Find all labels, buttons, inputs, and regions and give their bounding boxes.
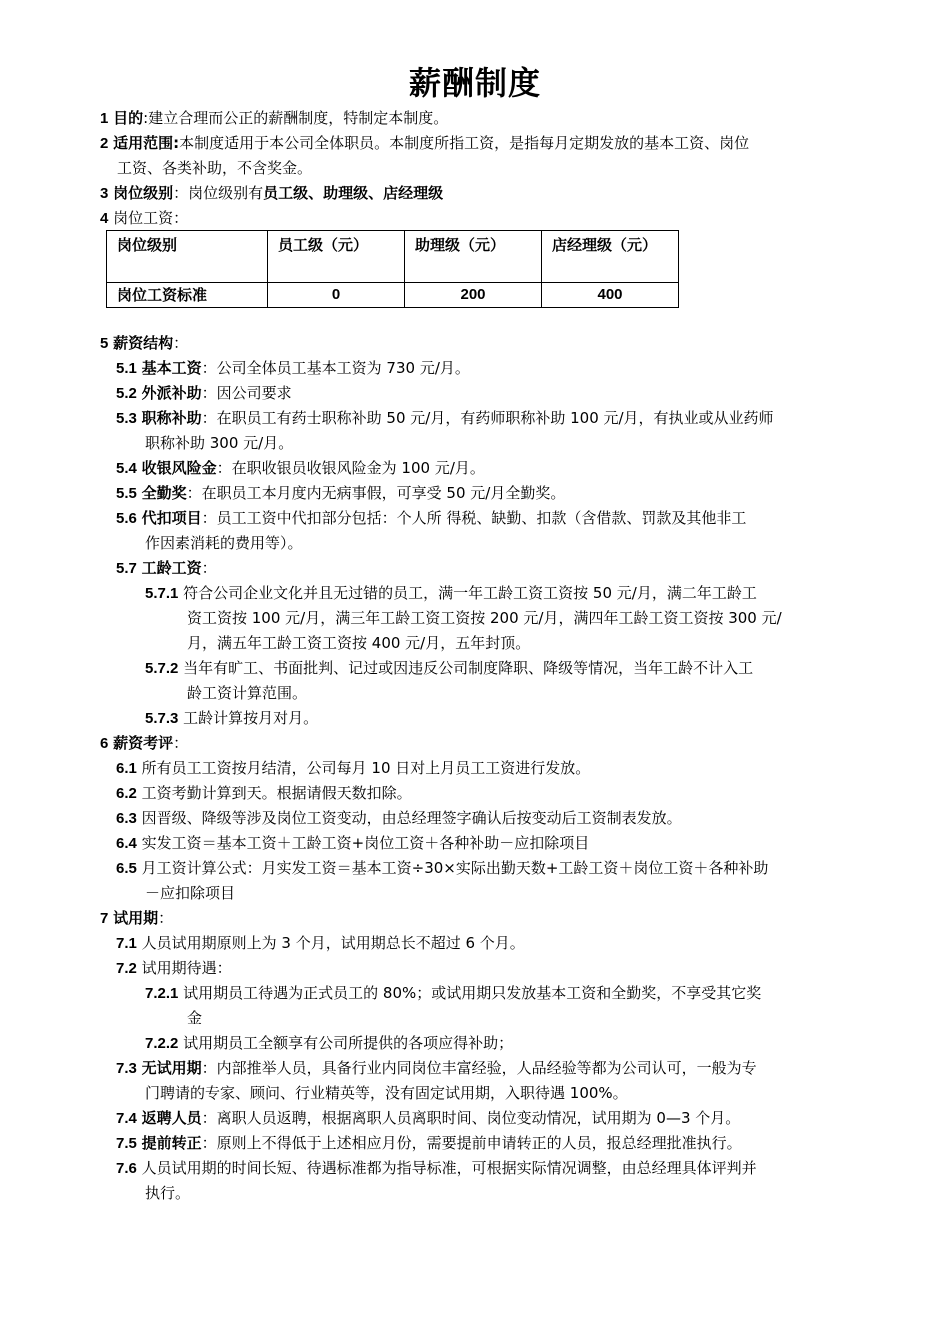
section-number: 7 [100,910,109,927]
section-1 [100,106,448,131]
item-5-2 [116,381,292,406]
section-colon: ： [158,909,174,927]
item-text: 月工资计算公式：月实发工资＝基本工资÷30×实际出勤天数+工龄工资＋岗位工资＋各种补助 [141,859,769,877]
document-title: 薪酬制度 [408,64,541,102]
table-row [107,283,679,308]
item-text: 所有员工工资按月结清，公司每月 10 日对上月员工工资进行发放。 [141,759,591,777]
item-7-6 [116,1156,757,1181]
section-text: 本制度适用于本公司全体职员。本制度所指工资，是指每月定期发放的基本工资、岗位 [179,134,750,152]
item-number: 7.5 [116,1135,137,1152]
item-5-1 [116,356,470,381]
item-text: ： [201,559,217,577]
item-5-7-3 [145,706,318,731]
item-5-4 [116,456,485,481]
item-number: 6.5 [116,860,137,877]
section-label: 薪资考评 [113,734,174,752]
table-cell: 400 [542,283,679,308]
item-7-1 [116,931,525,956]
item-number: 5.1 [116,360,137,377]
table-header-cell: 员工级（元） [268,231,405,283]
item-label: 工龄工资 [141,559,202,577]
section-5-heading [100,331,188,356]
item-5-5 [116,481,565,506]
item-number: 6.3 [116,810,137,827]
item-text: 人员试用期的时间长短、待遇标准都为指导标准，可根据实际情况调整，由总经理具体评判并 [141,1159,757,1177]
item-number: 5.2 [116,385,137,402]
item-number: 5.6 [116,510,137,527]
item-number: 6.1 [116,760,137,777]
section-2-cont: 工资、各类补助，不含奖金。 [117,159,313,177]
table-header-cell: 岗位级别 [107,231,268,283]
item-text: 实发工资＝基本工资＋工龄工资+岗位工资＋各种补助－应扣除项目 [141,834,590,852]
item-text: ：原则上不得低于上述相应月份，需要提前申请转正的人员，报总经理批准执行。 [201,1134,742,1152]
item-number: 5.7.2 [145,660,179,677]
item-7-2-2 [145,1031,513,1056]
item-text: 试用期员工待遇为正式员工的 80%；或试用期只发放基本工资和全勤奖，不享受其它奖 [183,984,762,1002]
item-text: ：公司全体员工基本工资为 730 元/月。 [201,359,470,377]
item-7-4 [116,1106,740,1131]
section-4 [100,206,188,231]
section-number: 6 [100,735,109,752]
item-number: 5.7.3 [145,710,179,727]
item-label: 收银风险金 [141,459,217,477]
item-5-7-2 [145,656,753,681]
section-label: 适用范围: [113,134,180,152]
item-text: 符合公司企业文化并且无过错的员工，满一年工龄工资工资按 50 元/月，满二年工龄工 [183,584,757,602]
item-5-7 [116,556,217,581]
item-number: 7.2.2 [145,1035,179,1052]
section-number: 2 [100,135,109,152]
item-6-3 [116,806,682,831]
section-label: 薪资结构 [113,334,174,352]
section-number: 3 [100,185,109,202]
item-number: 6.2 [116,785,137,802]
section-number: 1 [100,110,109,127]
item-text: 因晋级、降级等涉及岗位工资变动，由总经理签字确认后按变动后工资制表发放。 [141,809,682,827]
item-text: 工龄计算按月对月。 [183,709,319,727]
table-cell: 0 [268,283,405,308]
item-number: 5.3 [116,410,137,427]
section-7-heading [100,906,173,931]
item-6-1 [116,756,590,781]
section-label: 岗位级别 [113,184,174,202]
item-label: 职称补助 [141,409,202,427]
item-7-2 [116,956,232,981]
item-number: 5.7.1 [145,585,179,602]
section-text: ：岗位级别有 [173,184,264,202]
item-7-2-1 [145,981,761,1006]
salary-table [106,230,679,308]
item-label: 提前转正 [141,1134,202,1152]
section-colon: ： [173,734,189,752]
item-text: ：在职员工有药士职称补助 50 元/月，有药师职称补助 100 元/月，有执业或从业药师 [201,409,774,427]
item-number: 7.6 [116,1160,137,1177]
item-number: 7.3 [116,1060,137,1077]
item-5-7-1-cont: 月，满五年工龄工资工资按 400 元/月，五年封顶。 [187,634,531,652]
item-6-5-cont: －应扣除项目 [145,884,236,902]
item-7-6-cont: 执行。 [145,1184,191,1202]
section-3 [100,181,443,206]
section-label: 试用期 [113,909,159,927]
item-label: 代扣项目 [141,509,202,527]
item-number: 5.5 [116,485,137,502]
item-text: ：内部推举人员，具备行业内同岗位丰富经验，人品经验等都为公司认可，一般为专 [201,1059,757,1077]
section-label: 目的 [113,109,144,127]
item-label: 全勤奖 [141,484,187,502]
item-label: 外派补助 [141,384,202,402]
item-7-5 [116,1131,742,1156]
table-row-label: 岗位工资标准 [107,283,268,308]
item-number: 7.4 [116,1110,137,1127]
item-number: 5.4 [116,460,137,477]
item-text: 人员试用期原则上为 3 个月，试用期总长不超过 6 个月。 [141,934,525,952]
item-6-5 [116,856,768,881]
item-5-3 [116,406,774,431]
section-text: 岗位工资： [113,209,189,227]
item-label: 无试用期 [141,1059,202,1077]
section-6-heading [100,731,188,756]
item-5-6-cont: 作因素消耗的费用等）。 [145,534,303,552]
item-label: 返聘人员 [141,1109,202,1127]
item-text: ：离职人员返聘，根据离职人员离职时间、岗位变动情况，试用期为 0—3 个月。 [201,1109,741,1127]
table-header-row [107,231,679,283]
item-number: 7.2 [116,960,137,977]
table-cell: 200 [405,283,542,308]
item-text: 试用期员工全额享有公司所提供的各项应得补助； [183,1034,514,1052]
item-number: 5.7 [116,560,137,577]
item-text: ：在职收银员收银风险金为 100 元/月。 [216,459,485,477]
section-number: 4 [100,210,109,227]
item-6-2 [116,781,412,806]
section-bold-text: 员工级、助理级、店经理级 [263,184,444,202]
item-text: 当年有旷工、书面批判、记过或因违反公司制度降职、降级等情况，当年工龄不计入工 [183,659,754,677]
item-7-3-cont: 门聘请的专家、顾问、行业精英等，没有固定试用期，入职待遇 100%。 [145,1084,628,1102]
item-text: 工资考勤计算到天。根据请假天数扣除。 [141,784,412,802]
item-number: 7.2.1 [145,985,179,1002]
section-number: 5 [100,335,109,352]
section-colon: ： [173,334,189,352]
item-5-6 [116,506,746,531]
item-text: 试用期待遇： [141,959,232,977]
item-label: 基本工资 [141,359,202,377]
item-text: ：员工工资中代扣部分包括：个人所 得税、缺勤、扣款（含借款、罚款及其他非工 [201,509,747,527]
section-text: :建立合理而公正的薪酬制度，特制定本制度。 [143,109,449,127]
item-text: ：因公司要求 [201,384,292,402]
item-5-3-cont: 职称补助 300 元/月。 [145,434,294,452]
item-5-7-2-cont: 龄工资计算范围。 [187,684,308,702]
table-header-cell: 助理级（元） [405,231,542,283]
item-number: 7.1 [116,935,137,952]
table-header-cell: 店经理级（元） [542,231,679,283]
item-7-3 [116,1056,757,1081]
item-5-7-1-cont: 资工资按 100 元/月，满三年工龄工资工资按 200 元/月，满四年工龄工资工资按 300 元/ [187,609,782,627]
item-6-4 [116,831,589,856]
section-2 [100,131,749,156]
item-number: 6.4 [116,835,137,852]
item-7-2-1-cont: 金 [187,1009,203,1027]
item-5-7-1 [145,581,757,606]
item-text: ：在职员工本月度内无病事假，可享受 50 元/月全勤奖。 [186,484,566,502]
